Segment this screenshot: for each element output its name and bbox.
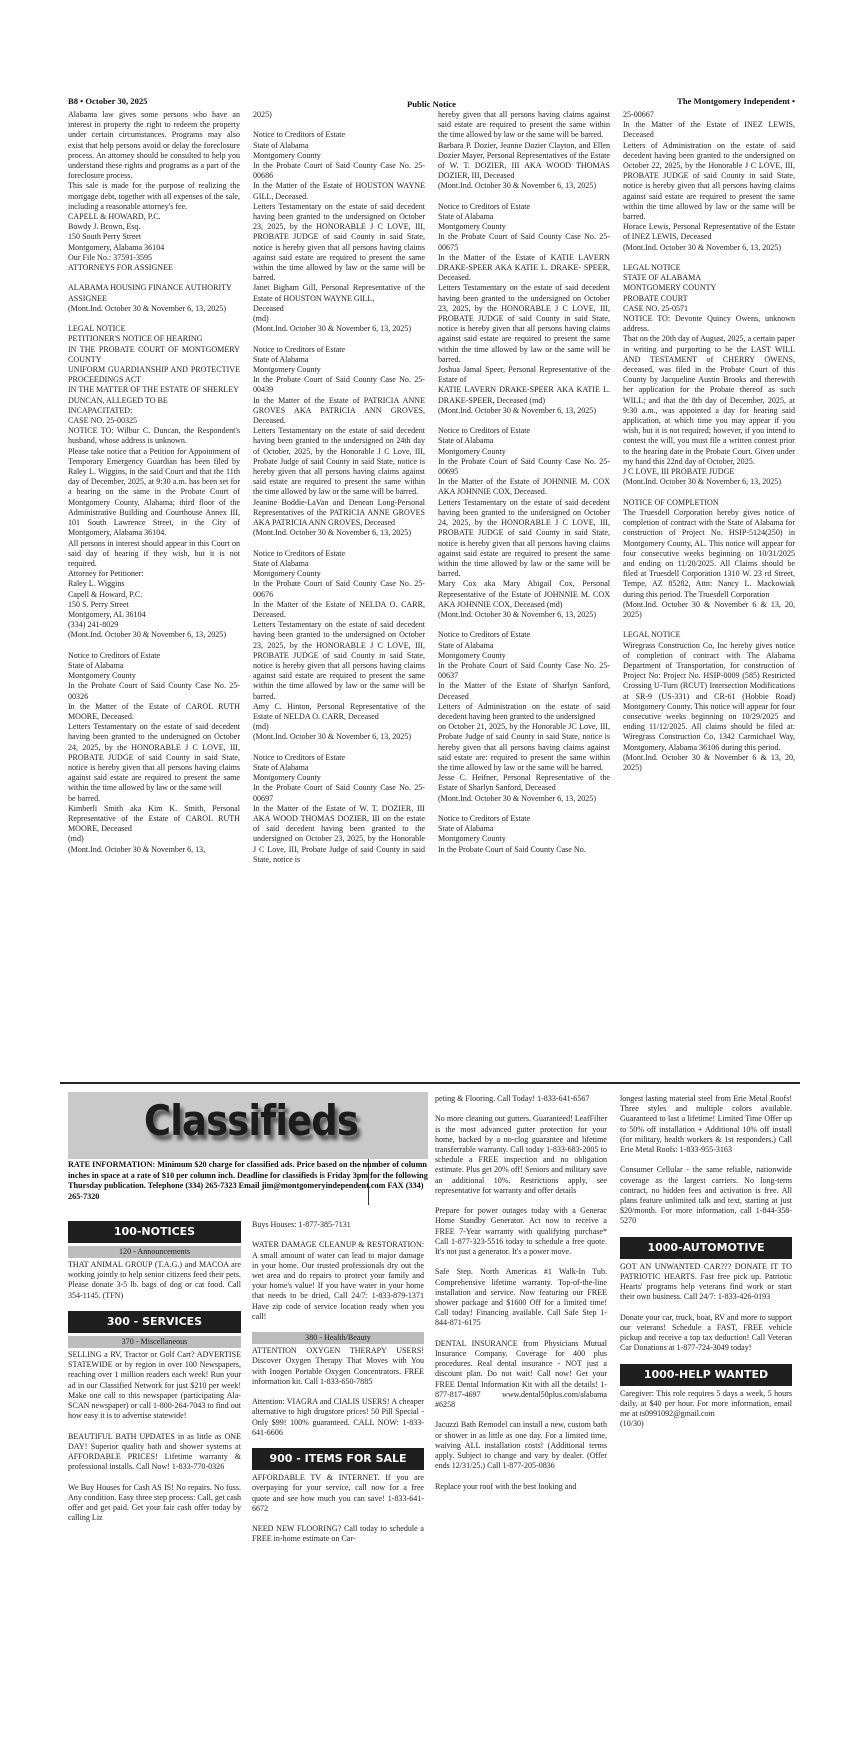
notice-line: ATTORNEYS FOR ASSIGNEE — [68, 263, 173, 273]
notice-line: In the Matter of the Estate of KATIE LAVERN DRAKE-SPEER AKA KATIE L. DRAKE- SPEER, Deceased. — [438, 252, 610, 283]
section-title: Public Notice — [407, 99, 456, 109]
notice-line: Montgomery, AL 36104 — [68, 609, 146, 619]
notice-line: In the Probate Court of Said County Case No. 25-00439 — [253, 375, 425, 395]
notice-line: In the Probate Court of Said County Case No. 25-00675 — [438, 232, 610, 252]
notice-line: In the Probate Court of Said County Case No. — [438, 844, 586, 854]
notice-line: INCAPACITATED: — [68, 405, 133, 415]
subsection-370-miscellaneous: 370 - Miscellaneous — [68, 1336, 241, 1348]
notice-line: Barbara P. Dozier, Jeanne Dozier Clayton, and Ellen Dozier Mayer, Personal Representatives of the Estate of W. T. DOZIER, III AKA WOOD THOMAS DOZIER, III, Deceased — [438, 140, 610, 181]
notice-line: In the Matter of the Estate of Sharlyn Sanford, Deceased — [438, 681, 610, 701]
notice-line: State of Alabama — [253, 354, 309, 364]
notice-line: (Mont.Ind. October 30 & November 6, 13, 2025) — [438, 405, 597, 415]
legal-notice — [623, 498, 795, 620]
notice-line: Letters Testamentary on the estate of said decedent having been granted to the undersigned on October 24, 2025, by the HONORABLE J C LOVE, III, PROBATE JUDGE of said County in said State, notice is hereby given that all persons having claims against said estate are required to present the same within the time allowed by law or the same will — [68, 722, 240, 793]
notice-line: LEGAL NOTICE — [623, 630, 681, 640]
notice-line: In the Matter of the Estate of JOHNNIE M. COX AKA JOHNNIE COX, Deceased. — [438, 477, 610, 497]
notice-line: Montgomery County — [438, 650, 506, 660]
classified-ad: AFFORDABLE TV & INTERNET. If you are overpaying for your service, call now for a free quote and see how much you can save! 1-833-641-6672 — [252, 1473, 424, 1513]
newspaper-page — [68, 96, 795, 875]
notice-line: (334) 241-8029 — [68, 620, 119, 630]
notice-line: State of Alabama — [438, 436, 494, 446]
classified-ad: Buys Houses: 1-877-385-7131 — [252, 1220, 351, 1229]
legal-notice — [438, 630, 610, 803]
legal-notice — [438, 202, 610, 416]
legal-notice — [623, 110, 795, 253]
legal-notice — [253, 549, 425, 743]
legal-notice — [623, 263, 795, 487]
classified-ad: peting & Flooring. Call Today! 1-833-641-6567 — [435, 1094, 590, 1103]
notice-line: In the Probate Court of Said County Case No. 25-00695 — [438, 456, 610, 477]
notice-line: LEGAL NOTICE — [68, 324, 126, 334]
notice-line: Montgomery County — [253, 365, 321, 375]
notice-line: Please take notice that a Petition for Appointment of Temporary Emergency Guardian has been filed by Raley L. Wiggins, in the said Court and that the 11th day of December, 2025, at 9:30 a.m. has been set for a hearing on the same in the Probate Court of Montgomery County, Alabama; third floor of the Administrative Building and Courthouse Annex III, 101 South Lawrence Street, in the City of Montgomery, Alabama 36104. — [68, 446, 240, 538]
notice-line: Letters Testamentary on the estate of said decedent having been granted to the undersigned on October 23, 2025, by the HONORABLE J C LOVE, III, PROBATE JUDGE of said County in said State, notice is hereby given that all persons having claims against said estate are required to present the same within the time allowed by law or the same will be barred. — [438, 283, 610, 364]
classified-ad: ATTENTION OXYGEN THERAPY USERS! Discover Oxygen Therapy That Moves with You with Inogen Portable Oxygen Concentrators. FREE information kit. Call 1-833-650-7885 — [252, 1346, 424, 1386]
notice-line: NOTICE OF COMPLETION — [623, 497, 719, 507]
subsection-120-announcements: 120 - Announcements — [68, 1246, 241, 1258]
notice-line: In the Matter of the Estate of HOUSTON WAYNE GILL, Deceased. — [253, 181, 425, 201]
legal-notice — [68, 651, 240, 855]
notice-line: NOTICE TO: Wilbur C. Duncan, the Respondent's husband, whose address is unknown. — [68, 426, 240, 446]
notice-line: Jeanine Boddie-LaVan and Denean Long-Personal Representatives of the PATRICIA ANNE GROVES AKA PATRICIA ANN GROVES, Deceased — [253, 497, 425, 528]
notice-line: In the Probate Court of Said County Case No. 25-00686 — [253, 161, 425, 181]
classified-ad: Replace your roof with the best looking and — [435, 1481, 577, 1491]
notice-line: UNIFORM GUARDIANSHIP AND PROTECTIVE PROCEEDINGS ACT — [68, 365, 240, 385]
legal-notice — [253, 110, 425, 120]
classified-ad: We Buy Houses for Cash AS IS! No repairs. No fuss. Any condition. Easy three step process: Call, get cash offer and get paid. Get your fair cash offer today by calling Liz — [68, 1482, 241, 1523]
notice-line: 2025) — [253, 110, 272, 119]
legal-notice — [253, 130, 425, 334]
notice-line: hereby given that all persons having claims against said estate are required to present the same within the time allowed by law or the same will be barred. — [438, 110, 610, 140]
notice-line: State of Alabama — [438, 640, 494, 650]
classified-ad: WATER DAMAGE CLEANUP & RESTORATION: A small amount of water can lead to major damage in your home. Our trusted professionals dry out the wet area and do repairs to protect your family and your home's value! If you have water in your home that needs to be dried, Call 24/7: 1-833-879-1371 Have zip code of service location ready when you call! — [252, 1240, 424, 1321]
section-header-900-items-for-sale: 900 - ITEMS FOR SALE — [252, 1448, 424, 1470]
classified-ad: BEAUTIFUL BATH UPDATES in as little as ONE DAY! Superior quality bath and shower systems at AFFORDABLE PRICES! Lifetime warranty & professional installs. Call Now! 1-833-770-0326 — [68, 1431, 241, 1472]
notice-line: (Mont.Ind. October 30 & November 6, 13, 2025) — [253, 528, 412, 538]
notice-line: (Mont.Ind. October 30 & November 6, 13, 2025) — [253, 324, 412, 334]
classified-ad: No more cleaning out gutters. Guaranteed! LeafFilter is the most advanced gutter protection for your home, backed by a no-clog guarantee and lifetime transferrable warranty. Call today 1-833-683-2005 to schedule a FREE inspection and no obligation estimate. Plus get 20% off! Seniors and military save an additional 10%. Restrictions apply, see representative for warranty and offer details — [435, 1114, 607, 1195]
classified-ad: Jacuzzi Bath Remodel can install a new, custom bath or shower in as little as one day. For a limited time, waiving ALL installation costs! (Additional terms apply. Subject to change and vary by dealer. (Offer ends 12/31/25.) Call 1-877-205-0836 — [435, 1420, 607, 1471]
legal-notice — [68, 110, 240, 273]
notice-line: This sale is made for the purpose of realizing the mortgage debt, together with all expenses of the sale, including a reasonable attorney's fee. — [68, 181, 240, 211]
notice-line: Montgomery, Alabama 36104 — [68, 242, 165, 252]
classified-ad: SELLING a RV, Tractor or Golf Cart? ADVERTISE STATEWIDE or by region in over 100 Newspapers, reaching over 1 million readers each week! Run your ad in our Classified Network for just $210 per week! Make one call to this newspaper (participating Ala-SCAN newspaper) or call 1-800-264-7043 to find out how easy it is to advertise statewide! — [68, 1350, 241, 1421]
notice-line: Notice to Creditors of Estate — [253, 344, 346, 354]
public-notices — [68, 110, 795, 875]
notice-line: PETITIONER'S NOTICE OF HEARING — [68, 334, 203, 344]
notice-line: PROBATE COURT — [623, 293, 688, 303]
notice-line: Montgomery County — [253, 773, 321, 783]
legal-notice — [438, 426, 610, 620]
classified-column-1 — [68, 1221, 241, 1534]
notice-line: Kimberli Smith aka Kim K. Smith, Personal Representative of the Estate of CAROL RUTH MOORE, Deceased — [68, 803, 240, 834]
section-header-300-services: 300 - SERVICES — [68, 1311, 241, 1333]
notice-line: Letters Testamentary on the estate of said decedent having been granted to the undersigned on October 24, 2025, by the HONORABLE J C LOVE, III, PROBATE JUDGE of said County in said State, notice is hereby given that all persons having claims against said estate are required to present the same within the time allowed by law or the same will be barred. — [438, 497, 610, 579]
classified-ad: Donate your car, truck, boat, RV and more to support our veterans! Schedule a FAST, FREE vehicle pickup and receive a top tax deduction! Call Veteran Car Donations at 1-877-724-3049 today! — [620, 1312, 792, 1353]
notice-line: State of Alabama — [253, 558, 309, 568]
notice-line: Amy C. Hinton, Personal Representative of the Estate of NELDA O. CARR, Deceased — [253, 701, 425, 721]
subsection-380-health-beauty: 380 - Health/Beauty — [252, 1332, 424, 1344]
classifieds-banner — [68, 1092, 428, 1159]
notice-line: Letters of Administration on the estate of said decedent having been granted to the undersigned on October 22, 2025, by the Honorable J C LOVE, III, PROBATE JUDGE of said County in said State, notice is hereby given that all persons having claims against said estate are required to present the same within the time allowed by law or the same will be barred. — [623, 140, 795, 222]
notice-line: Notice to Creditors of Estate — [438, 426, 531, 436]
notice-line: In the Matter of the Estate of NELDA O. CARR, Deceased. — [253, 599, 425, 619]
classified-ad: DENTAL INSURANCE from Physicians Mutual Insurance Company. Coverage for 400 plus procedures. Real dental insurance - NOT just a discount plan. Do not wait! Call now! Get your FREE Dental Information Kit with all the details! 1-877-817-4697 www.dental50plus.com/alabama #6258 — [435, 1338, 607, 1410]
notice-line: IN THE MATTER OF THE ESTATE OF SHERLEY — [68, 385, 239, 395]
notice-column-2 — [253, 110, 425, 875]
notice-line: (md) — [68, 834, 84, 844]
notice-column-1 — [68, 110, 240, 875]
legal-notice — [68, 283, 240, 314]
notice-line: Wiregrass Construction Co, Inc hereby gives notice of completion of contract with The Alabama Department of Transportation, for construction of Project No: Project No. HSIP-0009 (585) Restricted Crossing U-Turn (RCUT) Intersection Modifications at SR-9 (US-331) and CR-61 (Hobbie Road) Montgomery County. This notice will appear for four consecutive weeks beginning on 10/29/2025 and ending 11/12/2025. All claims should be filed at: Wiregrass Construction Co, 1342 Carmichael Way, Montgomery, Alabama 36106 during this period. — [623, 640, 795, 752]
notice-line: on October 21, 2025, by the Honorable JC Love, III, Probate Judge of said County in said State, notice is hereby given that all persons having claims against said estate are: required to present the same within the time allowed by law or the same will be barred. — [438, 722, 610, 772]
notice-line: (Mont.Ind. October 30 & November 6 & 13, 20, 2025) — [623, 752, 795, 772]
notice-line: Letters of Administration on the estate of said decedent having been granted to the undersigned — [438, 701, 610, 721]
notice-line: Notice to Creditors of Estate — [253, 548, 346, 558]
notice-line: LEGAL NOTICE — [623, 263, 681, 273]
notice-line: Notice to Creditors of Estate — [253, 130, 346, 140]
notice-line: Montgomery County — [253, 569, 321, 579]
notice-line: STATE OF ALABAMA — [623, 273, 702, 283]
classified-column-2 — [252, 1220, 424, 1555]
notice-line: IN THE PROBATE COURT OF MONTGOMERY COUNTY — [68, 344, 240, 364]
notice-line: All persons in interest should appear in this Court on said day of hearing if they wish, but it is not required. — [68, 538, 240, 568]
notice-line: In the Matter of the Estate of CAROL RUTH MOORE, Deceased. — [68, 701, 240, 721]
notice-line: NOTICE TO: Devonte Quincy Owens, unknown address. — [623, 314, 795, 334]
notice-line: (md) — [253, 722, 269, 732]
notice-column-4 — [623, 110, 795, 875]
notice-line: DUNCAN, ALLEGED TO BE — [68, 395, 168, 405]
classified-ad: Caregiver: This role requires 5 days a week, 5 hours daily, at $40 per hour. For more information, email me at ts0991092@gmail.com — [620, 1388, 792, 1419]
notice-line: In the Probate Court of Said County Case No. 25-00637 — [438, 660, 610, 681]
legal-notice — [438, 814, 610, 855]
legal-notice — [438, 110, 610, 192]
rate-information: RATE INFORMATION: Minimum $20 charge for classified ads. Price based on the number of column inches in space at a rate of $10 per column inch. Deadline for classifieds is Friday 3pm for the following Thursday publication. Telephone (334) 265-7323 Email jim@montgomeryindependent.com FAX (334) 265-7320 — [68, 1160, 428, 1201]
notice-line: Notice to Creditors of Estate — [438, 630, 531, 640]
classifieds-title: Classifieds — [144, 1096, 359, 1145]
notice-line: KATIE LAVERN DRAKE-SPEER AKA KATIE L. DRAKE-SPEER, Deceased (md) — [438, 385, 610, 405]
notice-line: Letters Testamentary on the estate of said decedent having been granted to the undersigned on October 23, 2025, by the HONORABLE J C LOVE, III, PROBATE JUDGE of said County in said State, notice is hereby given that all persons having claims against said estate are required to present the same within the time allowed by law or the same will be barred. — [253, 201, 425, 283]
notice-line: 150 South Perry Street — [68, 232, 142, 242]
legal-notice — [253, 753, 425, 865]
notice-line: In the Matter of the Estate of W. T. DOZIER, III AKA WOOD THOMAS DOZIER, III on the estate of said decedent having been granted to the undersigned on October 23, 2025, by the Honorable J C Love, III, Probate Judge of said County in said State, notice is — [253, 803, 425, 864]
notice-line: Notice to Creditors of Estate — [253, 752, 346, 762]
notice-line: Janet Bigham Gill, Personal Representative of the Estate of HOUSTON WAYNE GILL, — [253, 283, 425, 303]
notice-line: (Mont.Ind. October 30 & November 6 & 13, 20, 2025) — [623, 599, 795, 619]
notice-line: (Mont.Ind. October 30 & November 6, 13, 2025) — [68, 630, 227, 640]
notice-line: 150 S. Perry Street — [68, 599, 129, 609]
classified-ad: NEED NEW FLOORING? Call today to schedule a FREE in-home estimate on Car- — [252, 1524, 424, 1544]
notice-line: In the Probate Court of Said County Case No. 25-00697 — [253, 783, 425, 803]
notice-line: Montgomery County — [438, 446, 506, 456]
notice-line: Montgomery County — [438, 834, 506, 844]
notice-line: Notice to Creditors of Estate — [68, 650, 161, 660]
notice-line: Joshua Jamal Speer, Personal Representative of the Estate of — [438, 365, 610, 385]
classified-ad: Attention: VIAGRA and CIALIS USERS! A cheaper alternative to high drugstore prices! 50 Pill Special - Only $99! 100% guaranteed. CALL NOW: 1-833-641-6606 — [252, 1397, 424, 1437]
notice-line: Raley L. Wiggins — [68, 579, 125, 589]
notice-line: State of Alabama — [438, 824, 494, 834]
page-header — [68, 96, 795, 110]
notice-line: ALABAMA HOUSING FINANCE AUTHORITY — [68, 283, 232, 293]
notice-line: (Mont.Ind. October 30 & November 6, 13, 2025) — [623, 242, 782, 252]
notice-line: CAPELL & HOWARD, P.C. — [68, 212, 161, 222]
classified-ad: Safe Step. North Americas #1 Walk-In Tub. Comprehensive lifetime warranty. Top-of-the-line installation and service. Now featuring our FREE shower package and $1600 Off for a limited time! Call today! Financing available. Call Safe Step 1-844-871-6175 — [435, 1267, 607, 1328]
classified-ad-date: (10/30) — [620, 1419, 644, 1429]
notice-line: (Mont.Ind. October 30 & November 6, 13, 2025) — [438, 609, 597, 619]
legal-notice — [623, 630, 795, 773]
notice-line: ASSIGNEE — [68, 293, 107, 303]
notice-line: (Mont.Ind. October 30 & November 6, 13, 2025) — [438, 181, 597, 191]
notice-line: State of Alabama — [253, 762, 309, 772]
notice-line: Bowdy J. Brown, Esq. — [68, 222, 141, 232]
notice-line: State of Alabama — [253, 140, 309, 150]
notice-line: Alabama law gives some persons who have an interest in property the right to redeem the property under certain circumstances. Programs may also exist that help persons avoid or delay the foreclosure process. An attorney should be consulted to help you understand these rights and programs as a part of the foreclosure process. — [68, 110, 240, 181]
legal-notice — [253, 345, 425, 539]
notice-line: In the Probate Court of Said County Case No. 25-00326 — [68, 681, 240, 701]
notice-line: (Mont.Ind. October 30 & November 6, 13, 2025) — [253, 732, 412, 742]
notice-line: (Mont.Ind. October 30 & November 6, 13, — [68, 844, 206, 854]
notice-line: J C LOVE, III PROBATE JUDGE — [623, 467, 735, 477]
notice-line: CASE NO. 25-00325 — [68, 416, 138, 426]
notice-line: State of Alabama — [68, 660, 124, 670]
notice-line: (md) — [253, 314, 269, 324]
notice-line: Notice to Creditors of Estate — [438, 813, 531, 823]
classified-ad: THAT ANIMAL GROUP (T.A.G.) and MACOA are working jointly to help senior citizens feed their pets. Please donate 3-5 lb. bags of dog or cat food. Call 354-1145. (TFN) — [68, 1260, 241, 1300]
classified-column-3 — [435, 1094, 607, 1502]
notice-line: State of Alabama — [438, 212, 494, 222]
notice-column-3 — [438, 110, 610, 875]
notice-line: Letters Testamentary on the estate of said decedent having been granted to the undersigned on 24th day of October, 2025, by the Honorable J C Love, III, Probate Judge of said County in said State, notice is hereby given that all persons having claims against said estate are required to present the same within the time allowed by law or the same will be barred. — [253, 426, 425, 497]
section-header-100-notices: 100-NOTICES — [68, 1221, 241, 1243]
notice-line: MONTGOMERY COUNTY — [623, 283, 717, 293]
notice-line: The Truesdell Corporation hereby gives notice of completion of contract with the State of Alabama for construction of Project No. HSIP-5124(250) in Montgomery County, AL. This notice will appear for four consecutive weeks beginning on 10/31/2025 and ending on 11/20/2025. All Claims should be filed at Truesdell Corporation 1310 W. 23 rd Street, Tempe, AZ 85282, Attn: Nancy L. Mackowiak during this period. The Truesdell Corporation — [623, 507, 795, 599]
notice-line: Notice to Creditors of Estate — [438, 201, 531, 211]
notice-line: In the Probate Court of Said County Case No. 25-00676 — [253, 579, 425, 599]
section-divider — [60, 1082, 800, 1084]
notice-line: Montgomery County — [253, 150, 321, 160]
page-date: B8 • October 30, 2025 — [68, 96, 148, 106]
notice-line: Letters Testamentary on the estate of said decedent having been granted to the undersigned on October 23, 2025, by the HONORABLE J C LOVE, III, PROBATE JUDGE of said County in said State, notice is hereby given that all persons having claims against said estate are required to present the same within the time allowed by law or the same will be barred. — [253, 620, 425, 701]
notice-line: be barred. — [68, 793, 101, 803]
notice-line: That on the 20th day of August, 2025, a certain paper in writing and purporting to be the LAST WILL AND TESTAMENT of CHERRY OWENS, deceased, was filed in the Probate Court of this County by Jacqueline Austin Brooks and therewith her application for the Probate thereof as such WILL; and that the 8th day of December, 2025, at 9:30 a.m., was appointed a day for hearing said application, at which time you may appear if you wish, but it is not required; however, if you intend to contest the will, you must file a written contest prior to the hearing date in the Probate Court. Given under my hand this 22nd day of October, 2025. — [623, 334, 795, 466]
notice-line: Jesse C. Heifner, Personal Representative of the Estate of Sharlyn Sanford, Deceased — [438, 773, 610, 793]
notice-line: (Mont.Ind. October 30 & November 6, 13, 2025) — [68, 303, 227, 313]
classified-ad: Consumer Cellular - the same reliable, nationwide coverage as the largest carriers. No long-term contract, no hidden fees and activation is free. All plans feature unlimited talk and text, starting at just $20/month. For more information, call 1-844-358-5270 — [620, 1165, 792, 1226]
classified-column-4 — [620, 1094, 792, 1430]
section-header-1000-automotive: 1000-AUTOMOTIVE — [620, 1237, 792, 1259]
notice-line: Attorney for Petitioner: — [68, 569, 144, 579]
notice-line: Capell & Howard, P.C. — [68, 589, 143, 599]
notice-line: In the Matter of the Estate of PATRICIA ANNE GROVES AKA PATRICIA ANN GROVES, Deceased. — [253, 395, 425, 426]
classified-ad: GOT AN UNWANTED CAR??? DONATE IT TO PATRIOTIC HEARTS. Fast free pick up. Patriotic Hearts' programs help veterans find work or start their own business. Call 24/7: 1-833-426-0193 — [620, 1261, 792, 1302]
notice-line: (Mont.Ind. October 30 & November 6, 13, 2025) — [623, 477, 782, 487]
notice-line: Mary Cox aka Mary Abigail Cox, Personal Representative of the Estate of JOHNNIE M. COX AKA JOHNNIE COX, Deceased (md) — [438, 579, 610, 609]
notice-line: 25-00667 — [623, 110, 654, 119]
notice-line: Montgomery County — [68, 671, 136, 681]
classified-ad: Prepare for power outages today with a Generac Home Standby Generator. Act now to receive a FREE 7-Year warranty with qualifying purchase* Call 1-877-323-5516 today to schedule a free quote. It's not just a generator. It's a power move. — [435, 1206, 607, 1257]
notice-line: In the Matter of the Estate of INEZ LEWIS, Deceased — [623, 120, 795, 140]
notice-line: (Mont.Ind. October 30 & November 6, 13, 2025) — [438, 793, 597, 803]
section-header-1000-help-wanted: 1000-HELP WANTED — [620, 1364, 792, 1386]
notice-line: Deceased — [253, 303, 284, 313]
notice-line: Horace Lewis, Personal Representative of the Estate of INEZ LEWIS, Deceased — [623, 222, 795, 242]
classified-ad: longest lasting material steel from Erie Metal Roofs! Three styles and multiple colors available. Guaranteed to last a lifetime! Limited Time Offer up to 50% off installation + Additional 10% off install (for military, health workers & 1st responders.) Call Erie Metal Roofs: 1-833-955-3163 — [620, 1094, 792, 1155]
legal-notice — [68, 324, 240, 640]
notice-line: Our File No.: 37591-3595 — [68, 252, 153, 262]
notice-line: CASE NO. 25-0571 — [623, 303, 689, 313]
publication-name: The Montgomery Independent • — [677, 96, 795, 106]
notice-line: Montgomery County — [438, 222, 506, 232]
